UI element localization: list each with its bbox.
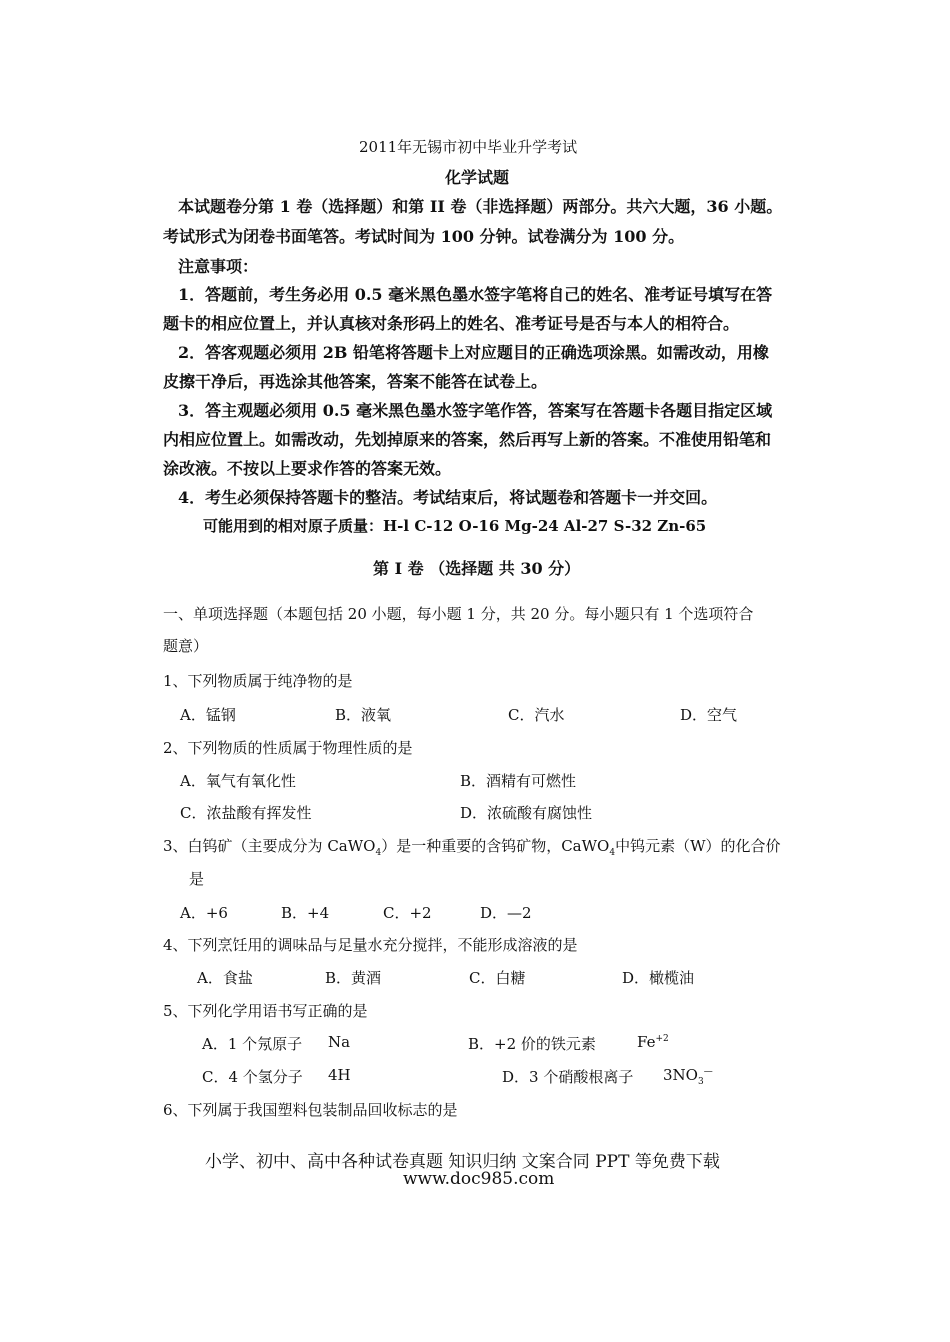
question-3-option-d: D．—2 <box>480 904 532 922</box>
question-2-stem: 2、下列物质的性质属于物理性质的是 <box>163 739 413 757</box>
question-5-option-d-label: D．3 个硝酸根离子 <box>502 1068 634 1086</box>
question-4-option-b: B．黄酒 <box>325 969 382 987</box>
subscript: 4 <box>375 848 382 858</box>
question-6-stem: 6、下列属于我国塑料包装制品回收标志的是 <box>163 1101 458 1119</box>
note-line: 皮擦干净后，再选涂其他答案，答案不能答在试卷上。 <box>163 372 548 391</box>
question-3-stem-part: 中钨元素（W）的化合价 <box>615 837 781 855</box>
atomic-masses: 可能用到的相对原子质量：H-l C-12 O-16 Mg-24 Al-27 S-32 Zn-65 <box>203 517 707 535</box>
question-1-option-b: B．液氧 <box>335 706 392 724</box>
question-4-stem: 4、下列烹饪用的调味品与足量水充分搅拌，不能形成溶液的是 <box>163 936 578 954</box>
question-5-option-b-value <box>637 1033 669 1051</box>
note-line: 4．考生必须保持答题卡的整洁。考试结束后，将试题卷和答题卡一并交回。 <box>178 488 718 507</box>
question-4-option-d: D．橄榄油 <box>622 969 695 987</box>
question-2-option-c: C．浓盐酸有挥发性 <box>180 804 312 822</box>
subscript: 4 <box>609 848 616 858</box>
superscript: — <box>703 1067 713 1077</box>
question-5-option-b-label: B．+2 价的铁元素 <box>468 1035 596 1053</box>
question-5-option-c-value: 4H <box>328 1066 351 1084</box>
question-2-option-b: B．酒精有可燃性 <box>460 772 577 790</box>
note-line: 内相应位置上。如需改动，先划掉原来的答案，然后再写上新的答案。不准使用铅笔和 <box>163 430 772 449</box>
question-5-option-a-label: A．1 个氖原子 <box>202 1035 303 1053</box>
intro-line-2: 考试形式为闭卷书面笔答。考试时间为 100 分钟。试卷满分为 100 分。 <box>163 227 685 246</box>
note-line: 2．答客观题必须用 2B 铅笔将答题卡上对应题目的正确选项涂黑。如需改动，用橡 <box>178 343 769 362</box>
question-5-option-c-label: C．4 个氢分子 <box>202 1068 303 1086</box>
exam-subject: 化学试题 <box>445 168 510 187</box>
note-line: 1．答题前，考生务必用 0.5 毫米黑色墨水签字笔将自己的姓名、准考证号填写在答 <box>178 285 773 304</box>
question-3-stem <box>163 835 780 858</box>
question-5-option-d-value <box>663 1066 713 1087</box>
question-3-stem-line-2: 是 <box>189 870 205 888</box>
question-3-stem-part: 3、白钨矿（主要成分为 CaWO <box>163 837 376 855</box>
section-instruction-line-2: 题意） <box>163 637 209 655</box>
formula-text: 3NO <box>663 1066 698 1084</box>
section-instruction-line-1: 一、单项选择题（本题包括 20 小题，每小题 1 分，共 20 分。每小题只有 1 个选项符合 <box>163 605 754 623</box>
notes-heading: 注意事项： <box>178 257 259 276</box>
question-1-stem: 1、下列物质属于纯净物的是 <box>163 672 353 690</box>
note-line: 3．答主观题必须用 0.5 毫米黑色墨水签字笔作答，答案写在答题卡各题目指定区域 <box>178 401 773 420</box>
question-5-option-a-value: Na <box>328 1033 351 1051</box>
question-1-option-d: D．空气 <box>680 706 738 724</box>
question-2-option-d: D．浓硫酸有腐蚀性 <box>460 804 593 822</box>
question-3-option-a: A．+6 <box>180 904 228 922</box>
footer-url[interactable]: www.doc985.com <box>403 1169 555 1189</box>
note-line: 涂改液。不按以上要求作答的答案无效。 <box>163 459 452 478</box>
question-3-option-c: C．+2 <box>383 904 432 922</box>
question-1-option-c: C．汽水 <box>508 706 565 724</box>
section-heading: 第 I 卷 （选择题 共 30 分） <box>373 559 581 578</box>
question-1-option-a: A．锰钢 <box>180 706 236 724</box>
exam-title: 2011年无锡市初中毕业升学考试 <box>359 138 578 156</box>
question-4-option-a: A．食盐 <box>197 969 253 987</box>
question-3-option-b: B．+4 <box>281 904 330 922</box>
footer-line-1: 小学、初中、高中各种试卷真题 知识归纳 文案合同 PPT 等免费下载 <box>205 1152 720 1172</box>
question-3-stem-part: ）是一种重要的含钨矿物，CaWO <box>381 837 610 855</box>
question-4-option-c: C．白糖 <box>469 969 526 987</box>
superscript: +2 <box>655 1034 669 1044</box>
note-line: 题卡的相应位置上，并认真核对条形码上的姓名、准考证号是否与本人的相符合。 <box>163 314 740 333</box>
intro-line-1: 本试题卷分第 1 卷（选择题）和第 II 卷（非选择题）两部分。共六大题，36 小题。 <box>178 197 783 216</box>
formula-text: Fe <box>637 1033 656 1051</box>
subscript: 3 <box>697 1077 704 1087</box>
question-2-option-a: A．氧气有氧化性 <box>180 772 296 790</box>
question-5-stem: 5、下列化学用语书写正确的是 <box>163 1002 368 1020</box>
